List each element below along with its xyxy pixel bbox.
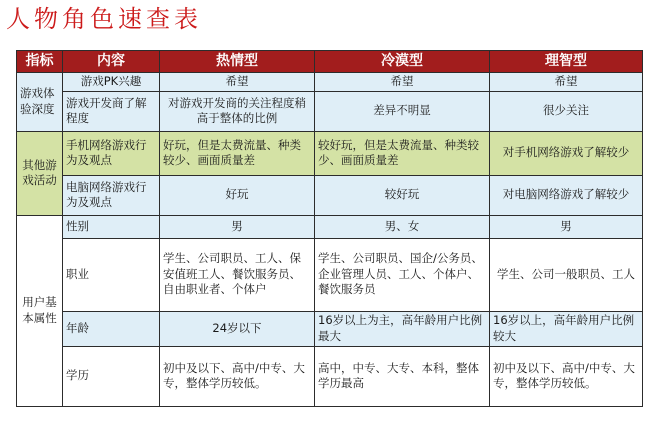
warm-cell: 好玩，但是太费流量、种类较少、画面质量差 xyxy=(160,131,315,175)
header-warm: 热情型 xyxy=(160,51,315,73)
indicator-cell: 用户基本属性 xyxy=(17,215,63,406)
cold-cell: 16岁以上为主，高年龄用户比例最大 xyxy=(315,311,490,346)
cold-cell: 男、女 xyxy=(315,215,490,238)
rational-cell: 很少关注 xyxy=(490,91,643,131)
table-row xyxy=(17,131,643,175)
table-row xyxy=(17,238,643,311)
header-cold: 冷漠型 xyxy=(315,51,490,73)
table-row xyxy=(17,346,643,406)
content-cell: 性别 xyxy=(63,215,160,238)
content-cell: 游戏PK兴趣 xyxy=(63,73,160,92)
warm-cell: 好玩 xyxy=(160,175,315,215)
rational-cell: 16岁以上，高年龄用户比例较大 xyxy=(490,311,643,346)
rational-cell: 初中及以下、高中/中专、大专，整体学历较低。 xyxy=(490,346,643,406)
warm-cell: 男 xyxy=(160,215,315,238)
warm-cell: 初中及以下、高中/中专、大专，整体学历较低。 xyxy=(160,346,315,406)
rational-cell: 对电脑网络游戏了解较少 xyxy=(490,175,643,215)
header-rational: 理智型 xyxy=(490,51,643,73)
warm-cell: 对游戏开发商的关注程度稍高于整体的比例 xyxy=(160,91,315,131)
cold-cell: 差异不明显 xyxy=(315,91,490,131)
content-cell: 游戏开发商了解程度 xyxy=(63,91,160,131)
table-row xyxy=(17,175,643,215)
cold-cell: 较好玩，但是太费流量、种类较少、画面质量差 xyxy=(315,131,490,175)
table-row xyxy=(17,215,643,238)
warm-cell: 学生、公司职员、工人、保安值班工人、餐饮服务员、自由职业者、个体户 xyxy=(160,238,315,311)
rational-cell: 对手机网络游戏了解较少 xyxy=(490,131,643,175)
rational-cell: 学生、公司一般职员、工人 xyxy=(490,238,643,311)
warm-cell: 24岁以下 xyxy=(160,311,315,346)
cold-cell: 较好玩 xyxy=(315,175,490,215)
content-cell: 电脑网络游戏行为及观点 xyxy=(63,175,160,215)
content-cell: 职业 xyxy=(63,238,160,311)
indicator-cell: 游戏体验深度 xyxy=(17,73,63,132)
page-title: 人物角色速查表 xyxy=(6,5,202,33)
table-row xyxy=(17,91,643,131)
content-cell: 手机网络游戏行为及观点 xyxy=(63,131,160,175)
rational-cell: 男 xyxy=(490,215,643,238)
indicator-cell: 其他游戏活动 xyxy=(17,131,63,215)
header-content: 内容 xyxy=(63,51,160,73)
cold-cell: 学生、公司职员、国企/公务员、企业管理人员、工人、个体户、餐饮服务员 xyxy=(315,238,490,311)
table-row xyxy=(17,311,643,346)
warm-cell: 希望 xyxy=(160,73,315,92)
table-row xyxy=(17,73,643,92)
cold-cell: 希望 xyxy=(315,73,490,92)
table-header-row xyxy=(17,51,643,73)
persona-table xyxy=(16,50,643,407)
header-indicator: 指标 xyxy=(17,51,63,73)
content-cell: 学历 xyxy=(63,346,160,406)
cold-cell: 高中，中专、大专、本科，整体学历最高 xyxy=(315,346,490,406)
rational-cell: 希望 xyxy=(490,73,643,92)
content-cell: 年龄 xyxy=(63,311,160,346)
